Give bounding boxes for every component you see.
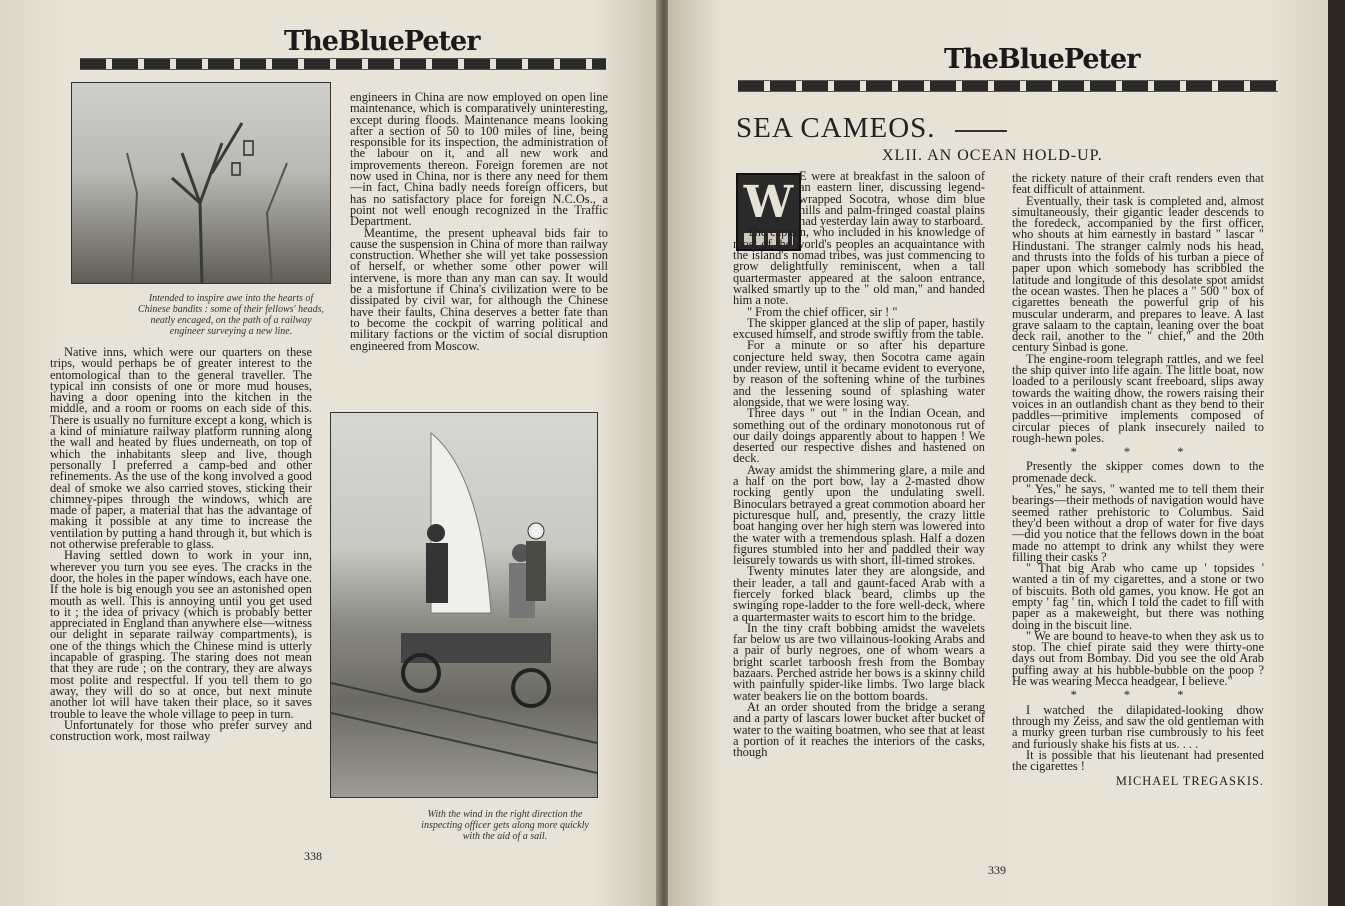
- paragraph: Twenty minutes later they are alongside, and their leader, a tall and gaunt-faced Arab with a fiercely forked black beard, climbs up the swinging rope-ladder to the fore well-deck, where a quartermaster waits to escort him to the bridge.: [733, 564, 985, 624]
- paragraph: Meantime, the present upheaval bids fair to cause the suspension in China of more than railway construction. Whether she will yet take possession of herself, or whether some other power will intervene, is more than any man can say. It would be a misfortune if China's civilization were to be dissipated by civil war, for although the Chinese have their faults, China deserves a better fate than to become the cockpit of warring political and military factions or the victim of social disruption engineered from Moscow.: [350, 225, 608, 353]
- rail-trolley-photo: [330, 412, 598, 798]
- left-page-number: 338: [304, 849, 322, 863]
- paragraph: " That big Arab who came up ' topsides ' wanted a tin of my cigarettes, and a stone or two of biscuits. Both old games, you know. He got an empty ' fag ' tin, which I told the cadet to fill with paper as a makeweight, but there was nothing doing in the biscuit line.: [1012, 561, 1264, 632]
- left-column-1: [50, 347, 312, 742]
- paragraph: The skipper glanced at the slip of paper, hastily excused himself, and strode swiftly from the table.: [733, 315, 985, 342]
- paragraph: " We are bound to heave-to when they ask us to stop. The chief pirate said they were thirty-one days out from Bombay. Did you see the old Arab puffing away at his hubble-bubble on the poop ? He was wearing Mecca headgear, I believe.": [1012, 628, 1264, 689]
- left-column-2: [350, 92, 608, 352]
- paragraph: The captain, who included in his knowledge of most of the world's peoples an acquaintance with the island's nomad tribes, was just commencing to grow delightfully reminiscent, when a tall quartermaster appeared at the saloon entrance, walked smartly up to the " old man," and handed him a note.: [733, 225, 985, 308]
- paragraph: " Yes," he says, " wanted me to tell them their bearings—their methods of navigation would have seemed rather prehistoric to Columbus. Said they'd been without a drop of water for five days—did you notice that the fellows down in the boat made no attempt to drink any whilst they were filling their casks ?: [1012, 482, 1264, 564]
- paragraph: Eventually, their task is completed and, almost simultaneously, their gigantic leader descends to the foredeck, accompanied by the first officer, who shouts at him earnestly in bastard " lascar " Hindustani. The stranger calmly nods his head, and thrusts into the folds of his turban a piece of paper upon which somebody has scribbled the latitude and longitude of this desolate spot amidst the ocean wastes. Then he places a " 500 " box of cigarettes beneath the powerful grip of his muscular underarm, and prepares to leave. A last grave salaam to the captain, leaning over the boat deck rail, another to the " chief," and the 20th century Sinbad is gone.: [1012, 193, 1264, 355]
- right-header-rule: [738, 80, 1278, 92]
- paragraph: Unfortunately for those who prefer survey and construction work, most railway: [50, 717, 312, 744]
- left-page: [0, 0, 660, 906]
- paragraph: " From the chief officer, sir ! ": [747, 304, 898, 319]
- bottom-photo-caption: With the wind in the right direction the inspecting officer gets along more quickly with the aid of a sail.: [421, 809, 589, 842]
- paragraph: engineers in China are now employed on open line maintenance, which is comparatively uninteresting, except during floods. Maintenance means looking after a section of 50 to 100 miles of line, being responsible for its inspection, the administration of the labour on it, and all new work and improvements thereon. Foreign foremen are not now used in China, nor is there any need for them—in fact, China badly needs foreign officers, but has no satisfactory place for foreign N.C.Os., a point not well enough recognized in the Traffic Department.: [350, 90, 608, 229]
- paragraph: Presently the skipper comes down to the promenade deck.: [1012, 459, 1264, 485]
- paragraph: Native inns, which were our quarters on these trips, would perhaps be of greater interest to the entomological than to the general traveller. The typical inn consists of one or more mud houses, having a door opening into the kitchen in the middle, and a room or rooms on each side of this. There is usually no furniture except a kong, which is a kind of miniature railway platform running along the wall and heated by flues underneath, on top of which the inhabitants sleep and live, though personally I preferred a camp-bed and other refinements. As the use of the kong involved a good deal of smoke we also carried stoves, sticking their chimney-pipes through the windows, which are made of paper, a material that has the advantage of making it possible at any time to increase the ventilation by putting a hand through it, but which is not otherwise preferable to glass.: [50, 345, 312, 552]
- top-photo-caption: Intended to inspire awe into the hearts of Chinese bandits : some of their fellows' heads, neatly encaged, on the path of a railway engineer surveying a new line.: [137, 293, 324, 337]
- paragraph: In the tiny craft bobbing amidst the wavelets far below us are two villainous-looking Arabs and a pair of burly negroes, one of whom wears a bright scarlet tarboosh fresh from the Bombay bazaars. Perched astride her bows is a skinny child with painfully spider-like limbs. Two large black water beakers lie on the bottom boards.: [733, 620, 985, 703]
- paragraph: the rickety nature of their craft renders even that feat difficult of attainment.: [1012, 171, 1264, 197]
- paragraph: It is possible that his lieutenant had presented the cigarettes !: [1012, 747, 1264, 774]
- paragraph: E were at breakfast in the saloon of an eastern liner, discussing legend-wrapped Socotra, whose dim blue hills and palm-fringed coastal plains had yesterday lain away to starboard.: [799, 169, 985, 229]
- right-column-1: [733, 171, 985, 758]
- article-title: SEA CAMEOS.: [736, 112, 936, 144]
- page-edge: [1328, 0, 1345, 906]
- paragraph: I watched the dilapidated-looking dhow through my Zeiss, and saw the old gentleman with a murky green turban rise cumbrously to his feet and furiously shake his fists at us. . . .: [1012, 702, 1264, 751]
- paragraph: For a minute or so after his departure conjecture held sway, then Socotra came again under review, until it became evident to everyone, by reason of the softening whine of the turbines and the lessening sound of splashing water alongside, that we were losing way.: [733, 338, 985, 409]
- left-masthead: TheBluePeter: [284, 26, 480, 57]
- section-break: * * *: [1070, 688, 1206, 703]
- right-column-2: [1012, 173, 1264, 788]
- right-masthead: TheBluePeter: [944, 44, 1140, 75]
- right-page-number: 339: [988, 863, 1006, 877]
- trolley-illustration: [331, 413, 597, 797]
- paragraph: The engine-room telegraph rattles, and we feel the ship quiver into life again. The little boat, now loaded to a perilously scant freeboard, slips away towards the waiting dhow, the rowers raising their voices in an outlandish chant as they bend to their paddles—primitive implements composed of circular pieces of plank insecurely nailed to rough-hewn poles.: [1012, 351, 1264, 445]
- paragraph: Away amidst the shimmering glare, a mile and a half on the port bow, lay a 2-masted dhow rocking gently upon the undulating swell. Binoculars betrayed a great commotion aboard her picturesque hull, and, presently, the crazy little boat hanging over her high stern was lowered into the water with a tremendous splash. Half a dozen figures stumbled into her and paddled their way leisurely towards us with short, ill-timed strokes.: [733, 462, 985, 568]
- author-signature: MICHAEL TREGASKIS.: [1115, 774, 1264, 789]
- paragraph: At an order shouted from the bridge a serang and a party of lascars lower bucket after bucket of water to the waiting boatmen, who see that at least a portion of it reaches the interiors of the casks, though: [733, 699, 985, 760]
- dropcap-letter: W: [743, 177, 794, 228]
- bandit-heads-photo: [71, 82, 331, 284]
- title-dash: [955, 130, 1007, 132]
- paragraph: Three days " out " in the Indian Ocean, and something out of the ordinary monotonous rut of our daily doings apparently about to happen ! We deserted our respective dishes and hastened on deck.: [733, 406, 985, 466]
- tree-illustration: [72, 83, 330, 283]
- section-break: * * *: [1070, 445, 1206, 460]
- paragraph: Having settled down to work in your inn, wherever you turn you see eyes. The cracks in the door, the holes in the paper windows, each have one. If the hole is big enough you see an astonished open mouth as well. This is annoying until you get used to it ; the idea of privacy (which is probably better appreciated in England than anywhere else—witness our delight in separate railway compartments), is one of the things which the Chinese mind is utterly incapable of grasping. The staring does not mean that they are rude ; on the contrary, they are always most polite and respectful. If you tell them to go away, they will do so at once, but next minute another lot will have taken their place, so it saves trouble to leave the whole village to peep in turn.: [50, 548, 312, 721]
- left-header-rule: [80, 58, 606, 70]
- article-subtitle: XLII. AN OCEAN HOLD-UP.: [882, 147, 1103, 164]
